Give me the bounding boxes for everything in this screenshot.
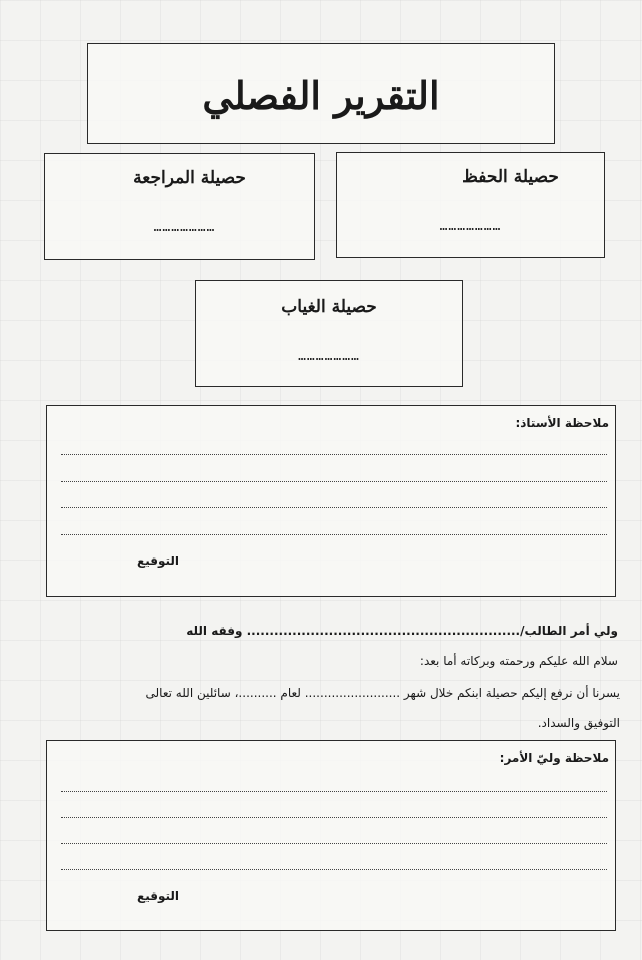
letter-body-line1: يسرنا أن نرفع إليكم حصيلة ابنكم خلال شهر ......................... لعام ..........، سائلين الله تعالى [145, 686, 620, 700]
teacher-note-line [61, 507, 607, 508]
report-title: التقرير الفصلي [202, 73, 440, 118]
parent-note-line [61, 817, 607, 818]
hifz-label: حصيلة الحفظ [462, 167, 559, 187]
letter-greeting: ولي أمر الطالب/............................................................ وفقه الله [186, 624, 618, 638]
teacher-note-box [46, 405, 616, 597]
teacher-note-line [61, 454, 607, 455]
teacher-signature-label: التوقيع [137, 554, 179, 568]
parent-note-title: ملاحظة وليّ الأمر: [499, 751, 609, 765]
letter-body-line2: التوفيق والسداد. [537, 716, 620, 730]
parent-note-line [61, 869, 607, 870]
muraja-box [44, 153, 315, 260]
parent-note-box [46, 740, 616, 931]
hifz-box [336, 152, 605, 258]
title-box [87, 43, 555, 144]
muraja-blank: ………………… [153, 220, 216, 235]
ghiyab-box [195, 280, 463, 387]
parent-note-line [61, 843, 607, 844]
parent-signature-label: التوقيع [137, 889, 179, 903]
ghiyab-blank: ………………… [298, 349, 360, 364]
teacher-note-title: ملاحظة الأستاذ: [515, 416, 609, 430]
hifz-blank: ………………… [439, 219, 502, 234]
letter-salutation: سلام الله عليكم ورحمته وبركاته أما بعد: [419, 654, 618, 668]
teacher-note-line [61, 481, 607, 482]
muraja-label: حصيلة المراجعة [133, 168, 246, 188]
ghiyab-label: حصيلة الغياب [281, 297, 377, 317]
teacher-note-line [61, 534, 607, 535]
parent-note-line [61, 791, 607, 792]
